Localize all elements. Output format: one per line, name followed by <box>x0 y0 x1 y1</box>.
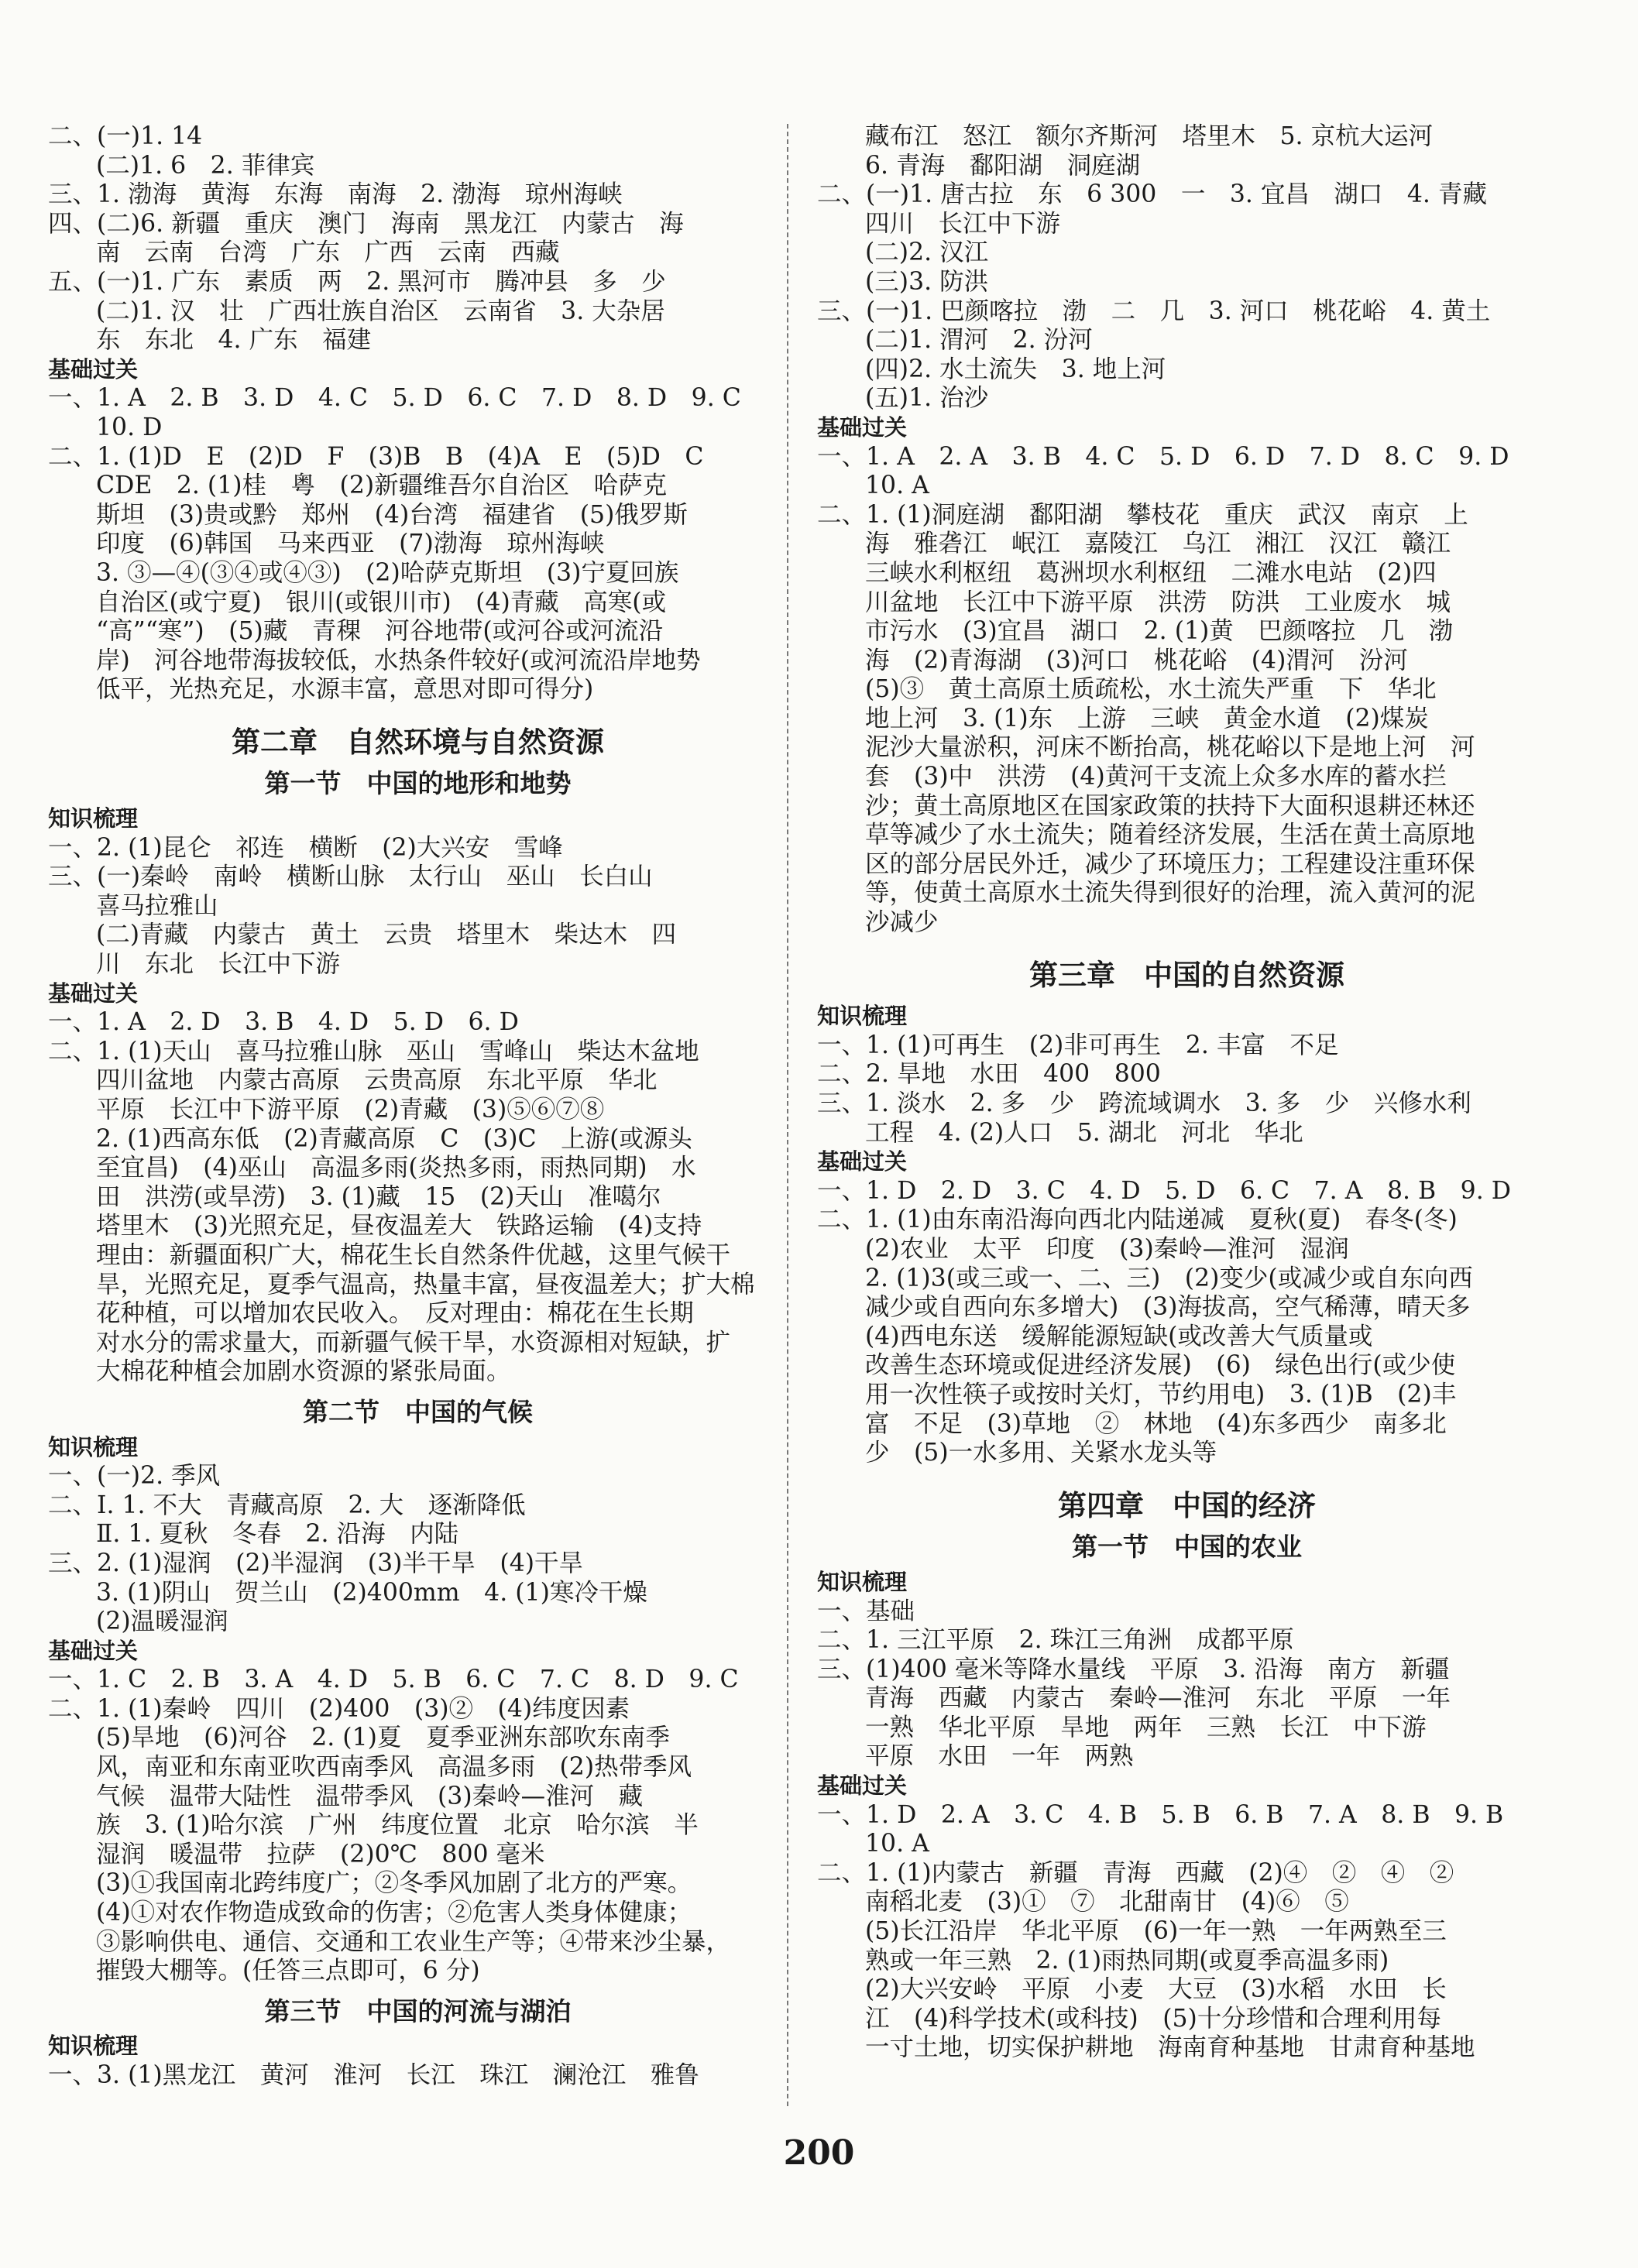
answer-line: 印度 (6)韩国 马来西亚 (7)渤海 琼州海峡 <box>96 530 605 558</box>
answer-line: (二)1. 渭河 2. 汾河 <box>865 326 1093 355</box>
answer-line: 二、1. (1)由东南沿海向西北内陆递减 夏秋(夏) 春冬(冬) <box>817 1206 1458 1234</box>
answer-line: (2)农业 太平 印度 (3)秦岭—淮河 湿润 <box>865 1234 1349 1263</box>
answer-line: 青海 西藏 内蒙古 秦岭—淮河 东北 平原 一年 <box>865 1684 1451 1713</box>
answer-line: 地上河 3. (1)东 上游 三峡 黄金水道 (2)煤炭 <box>865 704 1429 733</box>
answer-line: 二、1. (1)秦岭 四川 (2)400 (3)② (4)纬度因素 <box>48 1694 630 1723</box>
answer-line: 一、3. (1)黑龙江 黄河 淮河 长江 珠江 澜沧江 雅鲁 <box>48 2061 699 2089</box>
answer-line: 一、基础 <box>817 1597 915 1625</box>
answer-line: (2)温暖湿润 <box>96 1608 228 1636</box>
section-label: 知识梳理 <box>48 2033 139 2060</box>
answer-line: 富 不足 (3)草地 ② 林地 (4)东多西少 南多北 <box>865 1409 1447 1438</box>
chapter-title: 第三章 中国的自然资源 <box>1029 958 1344 992</box>
answer-line: 一、1. A 2. B 3. D 4. C 5. D 6. C 7. D 8. D 9. C <box>48 384 741 413</box>
answer-line: 一、2. (1)昆仑 祁连 横断 (2)大兴安 雪峰 <box>48 833 563 862</box>
answer-line: 一、1. C 2. B 3. A 4. D 5. B 6. C 7. C 8. D 9. C <box>48 1666 739 1694</box>
answer-line: CDE 2. (1)桂 粤 (2)新疆维吾尔自治区 哈萨克 <box>96 472 668 500</box>
answer-line: “高”“寒”) (5)藏 青稞 河谷地带(或河谷或河流沿 <box>96 617 664 646</box>
right-column <box>817 122 1557 2063</box>
answer-line: 一熟 华北平原 旱地 两年 三熟 长江 中下游 <box>865 1713 1427 1741</box>
answer-line: 二、1. (1)洞庭湖 鄱阳湖 攀枝花 重庆 武汉 南京 上 <box>817 500 1468 529</box>
answer-line: 理由：新疆面积广大，棉花生长自然条件优越，这里气候干 <box>96 1240 731 1269</box>
answer-line: 二、1. (1)内蒙古 新疆 青海 西藏 (2)④ ② ④ ② <box>817 1858 1454 1887</box>
answer-line: (二)青藏 内蒙古 黄土 云贵 塔里木 柴达木 四 <box>96 921 677 949</box>
answer-line: 沙；黄土高原地区在国家政策的扶持下大面积退耕还林还 <box>865 791 1475 820</box>
answer-line: 市污水 (3)宜昌 湖口 2. (1)黄 巴颜喀拉 几 渤 <box>865 617 1454 646</box>
answer-line: (四)2. 水土流失 3. 地上河 <box>865 355 1166 383</box>
answer-line: 少 (5)一水多用、关紧水龙头等 <box>865 1439 1217 1467</box>
answer-line: 用一次性筷子或按时关灯，节约用电) 3. (1)B (2)丰 <box>865 1380 1457 1408</box>
answer-line: 二、(一)1. 唐古拉 东 6 300 一 3. 宜昌 湖口 4. 青藏 <box>817 180 1487 209</box>
answer-line: 川 东北 长江中下游 <box>96 950 341 979</box>
answer-line: 一、(一)2. 季风 <box>48 1462 221 1491</box>
column-divider <box>787 124 788 2106</box>
answer-line: (2)大兴安岭 平原 小麦 大豆 (3)水稻 水田 长 <box>865 1975 1447 2004</box>
answer-line: (二)1. 汉 壮 广西壮族自治区 云南省 3. 大杂居 <box>96 297 665 325</box>
answer-line: 湿润 暖温带 拉萨 (2)0℃ 800 毫米 <box>96 1840 545 1868</box>
answer-line: 二、1. (1)天山 喜马拉雅山脉 巫山 雪峰山 柴达木盆地 <box>48 1037 699 1065</box>
answer-line: 工程 4. (2)人口 5. 湖北 河北 华北 <box>865 1118 1303 1147</box>
answer-line: 二、1. 三江平原 2. 珠江三角洲 成都平原 <box>817 1626 1294 1655</box>
answer-line: 减少或自西向东多增大) (3)海拔高，空气稀薄，晴天多 <box>865 1293 1471 1322</box>
answer-line: 东 东北 4. 广东 福建 <box>96 326 372 355</box>
answer-line: 二、1. (1)D E (2)D F (3)B B (4)A E (5)D C <box>48 442 704 471</box>
answer-line: 草等减少了水土流失；随着经济发展，生活在黄土高原地 <box>865 821 1475 849</box>
answer-line: 四川 长江中下游 <box>865 209 1061 238</box>
answer-line: 一、1. A 2. A 3. B 4. C 5. D 6. D 7. D 8. C 9. D <box>817 442 1509 471</box>
answer-line: 泥沙大量淤积，河床不断抬高，桃花峪以下是地上河 河 <box>865 733 1475 762</box>
answer-line: 斯坦 (3)贵或黔 郑州 (4)台湾 福建省 (5)俄罗斯 <box>96 500 688 529</box>
answer-line: 2. (1)西高东低 (2)青藏高原 C (3)C 上游(或源头 <box>96 1124 692 1153</box>
answer-line: (3)①我国南北跨纬度广；②冬季风加剧了北方的严寒。 <box>96 1869 692 1898</box>
answer-line: 沙减少 <box>865 908 939 937</box>
answer-line: ③影响供电、通信、交通和工农业生产等；④带来沙尘暴， <box>96 1927 731 1956</box>
answer-line: 摧毁大棚等。(任答三点即可，6 分) <box>96 1957 480 1985</box>
chapter-title: 第二章 自然环境与自然资源 <box>232 725 604 759</box>
answer-line: 三峡水利枢纽 葛洲坝水利枢纽 二滩水电站 (2)四 <box>865 558 1437 587</box>
answer-line: 南 云南 台湾 广东 广西 云南 西藏 <box>96 238 560 267</box>
section-label: 知识梳理 <box>48 805 139 832</box>
answer-line: 对水分的需求量大，而新疆气候干旱，水资源相对短缺，扩 <box>96 1328 731 1357</box>
answer-line: 三、2. (1)湿润 (2)半湿润 (3)半干旱 (4)干旱 <box>48 1549 584 1577</box>
answer-line: 三、(一)秦岭 南岭 横断山脉 太行山 巫山 长白山 <box>48 863 653 891</box>
answer-line: 熟或一年三熟 2. (1)雨热同期(或夏季高温多雨) <box>865 1946 1389 1975</box>
section-label: 基础过关 <box>817 1772 908 1800</box>
section-title: 第三节 中国的河流与湖泊 <box>264 1995 572 2026</box>
answer-line: 海 雅砻江 岷江 嘉陵江 乌江 湘江 汉江 赣江 <box>865 530 1451 558</box>
answer-line: 一、1. (1)可再生 (2)非可再生 2. 丰富 不足 <box>817 1031 1339 1059</box>
answer-line: 一、1. A 2. D 3. B 4. D 5. D 6. D <box>48 1008 519 1037</box>
answer-line: 三、1. 淡水 2. 多 少 跨流域调水 3. 多 少 兴修水利 <box>817 1089 1471 1117</box>
answer-line: 海 (2)青海湖 (3)河口 桃花峪 (4)渭河 汾河 <box>865 646 1408 674</box>
answer-line: 三、(一)1. 巴颜喀拉 渤 二 几 3. 河口 桃花峪 4. 黄土 <box>817 297 1491 325</box>
answer-line: 藏布江 怒江 额尔齐斯河 塔里木 5. 京杭大运河 <box>865 122 1434 150</box>
answer-line: 自治区(或宁夏) 银川(或银川市) (4)青藏 高寒(或 <box>96 588 667 616</box>
answer-line: 塔里木 (3)光照充足，昼夜温差大 铁路运输 (4)支持 <box>96 1212 702 1240</box>
answer-line: 二、(一)1. 14 <box>48 122 203 150</box>
answer-line: 三、1. 渤海 黄海 东海 南海 2. 渤海 琼州海峡 <box>48 180 623 209</box>
answer-line: 平原 长江中下游平原 (2)青藏 (3)⑤⑥⑦⑧ <box>96 1096 605 1124</box>
section-title: 第一节 中国的农业 <box>1072 1532 1302 1563</box>
answer-line: 喜马拉雅山 <box>96 891 218 920</box>
answer-line: 川盆地 长江中下游平原 洪涝 防洪 工业废水 城 <box>865 588 1451 616</box>
answer-line: (5)长江沿岸 华北平原 (6)一年一熟 一年两熟至三 <box>865 1917 1447 1946</box>
answer-line: 风，南亚和东南亚吹西南季风 高温多雨 (2)热带季风 <box>96 1753 692 1782</box>
answer-line: 江 (4)科学技术(或科技) (5)十分珍惜和合理利用每 <box>865 2004 1441 2033</box>
answer-line: 五、(一)1. 广东 素质 两 2. 黑河市 腾冲县 多 少 <box>48 267 666 296</box>
answer-line: 二、Ⅰ. 1. 不大 青藏高原 2. 大 逐渐降低 <box>48 1491 526 1519</box>
answer-line: 3. (1)阴山 贺兰山 (2)400mm 4. (1)寒冷干燥 <box>96 1578 647 1607</box>
answer-line: 等，使黄土高原水土流失得到很好的治理，流入黄河的泥 <box>865 879 1475 908</box>
answer-line: 套 (3)中 洪涝 (4)黄河干支流上众多水库的蓄水拦 <box>865 763 1447 791</box>
answer-line: (五)1. 治沙 <box>865 384 989 413</box>
section-label: 知识梳理 <box>817 1568 908 1595</box>
answer-line: 岸) 河谷地带海拔较低，水热条件较好(或河流沿岸地势 <box>96 646 701 674</box>
answer-line: (4)西电东送 缓解能源短缺(或改善大气质量或 <box>865 1322 1373 1350</box>
answer-line: 大棉花种植会加剧水资源的紧张局面。 <box>96 1357 511 1386</box>
answer-line: (5)③ 黄土高原土质疏松，水土流失严重 下 华北 <box>865 675 1437 704</box>
section-label: 基础过关 <box>817 1148 908 1175</box>
answer-line: 一、1. D 2. D 3. C 4. D 5. D 6. C 7. A 8. B 9. D <box>817 1176 1511 1205</box>
answer-line: 6. 青海 鄱阳湖 洞庭湖 <box>865 151 1141 180</box>
section-label: 基础过关 <box>48 355 139 383</box>
answer-line: 低平，光热充足，水源丰富，意思对即可得分) <box>96 675 594 704</box>
chapter-title: 第四章 中国的经济 <box>1058 1488 1316 1522</box>
page-number: 200 <box>783 2133 855 2173</box>
answer-line: (二)1. 6 2. 菲律宾 <box>96 151 315 180</box>
answer-line: 改善生态环境或促进经济发展) (6) 绿色出行(或少使 <box>865 1351 1456 1380</box>
answer-line: 花种植，可以增加农民收入。 反对理由：棉花在生长期 <box>96 1299 694 1328</box>
section-label: 知识梳理 <box>48 1433 139 1460</box>
answer-line: 四、(二)6. 新疆 重庆 澳门 海南 黑龙江 内蒙古 海 <box>48 209 684 238</box>
answer-line: 平原 水田 一年 两熟 <box>865 1742 1134 1771</box>
left-column <box>48 122 788 2091</box>
answer-line: 南稻北麦 (3)① ⑦ 北甜南甘 (4)⑥ ⑤ <box>865 1888 1349 1916</box>
answer-line: 二、2. 旱地 水田 400 800 <box>817 1060 1161 1089</box>
answer-line: 2. (1)3(或三或一、二、三) (2)变少(或减少或自东向西 <box>865 1264 1473 1292</box>
answer-line: 旱，光照充足，夏季气温高，热量丰富，昼夜温差大；扩大棉 <box>96 1270 755 1299</box>
section-label: 基础过关 <box>817 413 908 441</box>
section-label: 基础过关 <box>48 980 139 1007</box>
answer-line: 气候 温带大陆性 温带季风 (3)秦岭—淮河 藏 <box>96 1782 644 1810</box>
answer-line: Ⅱ. 1. 夏秋 冬春 2. 沿海 内陆 <box>96 1520 459 1549</box>
section-title: 第一节 中国的地形和地势 <box>264 768 572 799</box>
answer-line: 四川盆地 内蒙古高原 云贵高原 东北平原 华北 <box>96 1066 658 1095</box>
answer-line: 一寸土地，切实保护耕地 海南育种基地 甘肃育种基地 <box>865 2033 1475 2062</box>
answer-line: 区的部分居民外迁，减少了环境压力；工程建设注重环保 <box>865 849 1475 878</box>
answer-line: (5)旱地 (6)河谷 2. (1)夏 夏季亚洲东部吹东南季 <box>96 1724 670 1752</box>
answer-line: 族 3. (1)哈尔滨 广州 纬度位置 北京 哈尔滨 半 <box>96 1811 699 1840</box>
answer-line: (三)3. 防洪 <box>865 267 989 296</box>
section-title: 第二节 中国的气候 <box>303 1396 533 1427</box>
answer-line: (二)2. 汉江 <box>865 238 989 267</box>
answer-line: 一、1. D 2. A 3. C 4. B 5. B 6. B 7. A 8. B 9. B <box>817 1800 1504 1829</box>
section-label: 基础过关 <box>48 1637 139 1664</box>
answer-line: 10. D <box>96 413 163 441</box>
section-label: 知识梳理 <box>817 1003 908 1030</box>
answer-line: 至宜昌) (4)巫山 高温多雨(炎热多雨，雨热同期) 水 <box>96 1154 696 1182</box>
answer-line: (4)①对农作物造成致命的伤害；②危害人类身体健康； <box>96 1899 692 1927</box>
answer-line: 田 洪涝(或旱涝) 3. (1)藏 15 (2)天山 准噶尔 <box>96 1182 661 1211</box>
answer-line: 10. A <box>865 472 929 500</box>
answer-line: 3. ③—④(③④或④③) (2)哈萨克斯坦 (3)宁夏回族 <box>96 558 679 587</box>
answer-line: 10. A <box>865 1830 929 1858</box>
answer-line: 三、(1)400 毫米等降水量线 平原 3. 沿海 南方 新疆 <box>817 1655 1450 1683</box>
